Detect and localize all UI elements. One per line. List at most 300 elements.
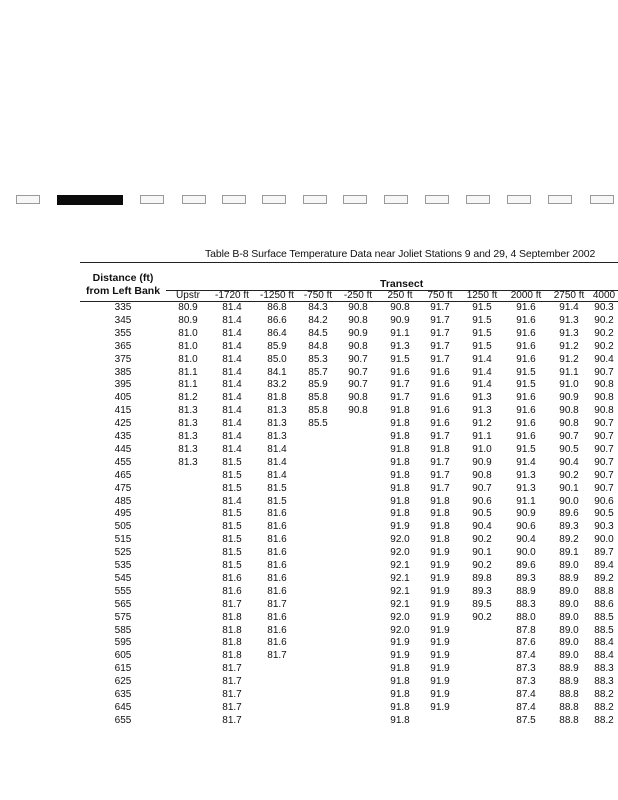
temperature-cell: 91.6 [430, 392, 450, 404]
temperature-cell: 90.0 [516, 547, 536, 559]
distance-cell: 505 [114, 521, 132, 533]
temperature-cell: 81.5 [222, 469, 242, 481]
temperature-cell: 90.3 [594, 521, 614, 533]
temperature-cell: 89.0 [559, 637, 579, 649]
distance-cell: 465 [114, 469, 132, 481]
temperature-cell: 81.4 [222, 327, 242, 339]
temperature-cell: 91.9 [430, 701, 450, 713]
temperature-cell: 81.5 [222, 547, 242, 559]
distance-cell: 445 [114, 443, 132, 455]
table-row [0, 379, 618, 391]
temperature-cell: 91.8 [390, 701, 410, 713]
temperature-cell: 91.6 [516, 392, 536, 404]
temperature-cell: 91.1 [472, 431, 492, 442]
distance-cell: 375 [114, 353, 132, 365]
table-row [0, 650, 618, 662]
temperature-cell: 84.8 [308, 340, 328, 352]
temperature-cell: 92.1 [390, 598, 410, 610]
table-row [0, 405, 618, 417]
column-header-minus-1720: -1720 ft [215, 290, 249, 301]
table-row [0, 637, 618, 649]
distance-cell: 645 [114, 701, 132, 713]
temperature-cell: 90.8 [390, 302, 410, 313]
temperature-cell: 91.2 [559, 353, 579, 365]
temperature-cell: 85.9 [267, 340, 287, 352]
temperature-cell: 84.1 [267, 366, 287, 378]
temperature-cell: 91.3 [472, 392, 492, 404]
tab-marker [425, 195, 449, 204]
temperature-cell: 88.8 [559, 701, 579, 713]
tab-marker-active [57, 195, 123, 205]
temperature-cell: 90.8 [594, 379, 614, 391]
temperature-cell: 85.5 [308, 418, 328, 430]
temperature-cell: 92.0 [390, 624, 410, 636]
temperature-cell: 81.7 [222, 676, 242, 688]
temperature-cell: 90.8 [348, 302, 368, 313]
temperature-cell: 81.3 [267, 405, 287, 417]
temperature-cell: 91.8 [390, 418, 410, 430]
temperature-cell: 89.5 [472, 598, 492, 610]
temperature-cell: 91.4 [472, 379, 492, 391]
temperature-cell: 88.8 [594, 585, 614, 597]
temperature-cell: 81.5 [222, 534, 242, 546]
temperature-cell: 90.8 [559, 418, 579, 430]
distance-cell: 555 [114, 585, 132, 597]
temperature-cell: 91.6 [516, 314, 536, 326]
table-row [0, 573, 618, 585]
temperature-cell: 91.8 [430, 495, 450, 507]
temperature-cell: 81.5 [222, 456, 242, 468]
temperature-cell: 91.1 [390, 327, 410, 339]
temperature-cell: 81.8 [222, 611, 242, 623]
temperature-cell: 91.8 [390, 431, 410, 442]
temperature-cell: 81.6 [267, 521, 287, 533]
distance-cell: 575 [114, 611, 132, 623]
tab-marker [16, 195, 40, 204]
temperature-cell: 88.9 [559, 663, 579, 675]
temperature-cell: 90.9 [472, 456, 492, 468]
temperature-cell: 91.8 [390, 405, 410, 417]
temperature-cell: 91.8 [390, 443, 410, 455]
temperature-cell: 91.2 [559, 340, 579, 352]
temperature-cell: 90.8 [472, 469, 492, 481]
temperature-cell: 91.8 [430, 443, 450, 455]
temperature-cell: 91.4 [472, 353, 492, 365]
temperature-cell: 90.2 [559, 469, 579, 481]
temperature-cell: 81.6 [267, 572, 287, 584]
temperature-cell: 91.8 [390, 714, 410, 726]
temperature-cell: 90.4 [559, 456, 579, 468]
temperature-cell: 91.9 [430, 560, 450, 571]
temperature-cell: 91.9 [430, 598, 450, 610]
temperature-cell: 91.7 [430, 482, 450, 494]
temperature-cell: 86.4 [267, 327, 287, 339]
table-row [0, 689, 618, 701]
temperature-cell: 90.0 [559, 495, 579, 507]
temperature-cell: 88.5 [594, 611, 614, 623]
temperature-cell: 91.3 [559, 314, 579, 326]
temperature-cell: 91.4 [472, 366, 492, 378]
table-row [0, 354, 618, 366]
temperature-cell: 81.4 [267, 469, 287, 481]
temperature-cell: 91.8 [390, 469, 410, 481]
distance-cell: 435 [114, 431, 132, 442]
temperature-cell: 91.7 [390, 392, 410, 404]
temperature-cell: 81.8 [267, 392, 287, 404]
temperature-cell: 91.5 [390, 353, 410, 365]
temperature-cell: 81.4 [222, 353, 242, 365]
temperature-cell: 91.6 [516, 302, 536, 313]
temperature-cell: 90.2 [472, 611, 492, 623]
distance-cell: 335 [114, 302, 132, 313]
temperature-cell: 90.7 [348, 353, 368, 365]
temperature-cell: 85.9 [308, 379, 328, 391]
table-row [0, 560, 618, 572]
temperature-cell: 91.9 [430, 637, 450, 649]
temperature-cell: 89.7 [594, 547, 614, 559]
temperature-cell: 85.8 [308, 405, 328, 417]
temperature-cell: 91.3 [472, 405, 492, 417]
temperature-cell: 81.8 [222, 624, 242, 636]
temperature-cell: 81.3 [178, 456, 198, 468]
temperature-cell: 90.7 [472, 482, 492, 494]
temperature-cell: 90.5 [594, 508, 614, 520]
temperature-cell: 90.8 [559, 405, 579, 417]
temperature-cell: 81.4 [222, 340, 242, 352]
temperature-cell: 87.6 [516, 637, 536, 649]
temperature-cell: 81.4 [222, 302, 242, 313]
distance-cell: 385 [114, 366, 132, 378]
temperature-cell: 88.5 [594, 624, 614, 636]
temperature-cell: 85.3 [308, 353, 328, 365]
temperature-cell: 88.4 [594, 637, 614, 649]
temperature-cell: 81.6 [267, 534, 287, 546]
temperature-cell: 91.3 [516, 469, 536, 481]
temperature-cell: 81.3 [178, 418, 198, 430]
distance-cell: 525 [114, 547, 132, 559]
temperature-cell: 81.6 [267, 637, 287, 649]
temperature-cell: 90.2 [594, 327, 614, 339]
distance-cell: 615 [114, 663, 132, 675]
temperature-cell: 91.6 [516, 418, 536, 430]
temperature-cell: 91.6 [430, 379, 450, 391]
temperature-cell: 89.3 [472, 585, 492, 597]
temperature-cell: 91.8 [390, 456, 410, 468]
table-row [0, 496, 618, 508]
table-row [0, 470, 618, 482]
temperature-cell: 91.6 [430, 405, 450, 417]
temperature-cell: 84.2 [308, 314, 328, 326]
temperature-cell: 89.6 [516, 560, 536, 571]
temperature-cell: 88.9 [559, 572, 579, 584]
temperature-cell: 81.5 [222, 560, 242, 571]
temperature-cell: 91.5 [516, 366, 536, 378]
temperature-cell: 91.8 [430, 521, 450, 533]
temperature-cell: 92.0 [390, 547, 410, 559]
temperature-cell: 81.4 [222, 418, 242, 430]
temperature-cell: 92.1 [390, 585, 410, 597]
temperature-cell: 85.0 [267, 353, 287, 365]
distance-cell: 425 [114, 418, 132, 430]
distance-cell: 495 [114, 508, 132, 520]
temperature-cell: 90.2 [594, 314, 614, 326]
temperature-cell: 90.7 [594, 482, 614, 494]
temperature-cell: 90.7 [594, 366, 614, 378]
temperature-cell: 81.5 [222, 482, 242, 494]
table-row [0, 341, 618, 353]
temperature-cell: 89.0 [559, 560, 579, 571]
temperature-cell: 90.7 [594, 469, 614, 481]
column-header-minus-750: -750 ft [303, 290, 333, 301]
temperature-cell: 90.2 [594, 340, 614, 352]
temperature-cell: 88.2 [594, 689, 614, 700]
temperature-cell: 87.3 [516, 663, 536, 675]
temperature-cell: 89.2 [559, 534, 579, 546]
temperature-cell: 81.4 [222, 495, 242, 507]
temperature-cell: 88.0 [516, 611, 536, 623]
temperature-cell: 89.4 [594, 560, 614, 571]
temperature-cell: 90.4 [472, 521, 492, 533]
temperature-cell: 90.2 [472, 534, 492, 546]
distance-cell: 605 [114, 650, 132, 662]
temperature-cell: 86.8 [267, 302, 287, 313]
temperature-cell: 81.7 [222, 689, 242, 700]
temperature-cell: 91.7 [430, 431, 450, 442]
temperature-cell: 81.4 [222, 392, 242, 404]
temperature-cell: 81.3 [178, 443, 198, 455]
temperature-cell: 91.5 [516, 379, 536, 391]
temperature-cell: 91.4 [516, 456, 536, 468]
temperature-cell: 81.6 [267, 547, 287, 559]
temperature-cell: 91.7 [430, 469, 450, 481]
temperature-cell: 90.7 [594, 431, 614, 442]
temperature-cell: 89.0 [559, 650, 579, 662]
temperature-cell: 81.5 [222, 508, 242, 520]
distance-cell: 625 [114, 676, 132, 688]
column-header-2000: 2000 ft [510, 290, 542, 301]
temperature-cell: 92.1 [390, 572, 410, 584]
temperature-cell: 90.6 [594, 495, 614, 507]
temperature-cell: 91.6 [516, 405, 536, 417]
temperature-cell: 90.8 [348, 314, 368, 326]
table-row [0, 302, 618, 314]
temperature-cell: 81.8 [222, 650, 242, 662]
temperature-cell: 91.0 [559, 379, 579, 391]
distance-cell: 535 [114, 560, 132, 571]
temperature-cell: 81.3 [267, 431, 287, 442]
temperature-cell: 91.7 [430, 340, 450, 352]
temperature-cell: 90.9 [348, 327, 368, 339]
temperature-cell: 89.2 [594, 572, 614, 584]
temperature-cell: 91.9 [430, 650, 450, 662]
temperature-cell: 91.8 [390, 663, 410, 675]
temperature-cell: 91.9 [430, 572, 450, 584]
column-header-4000: 4000 [592, 290, 616, 301]
temperature-cell: 91.5 [516, 443, 536, 455]
temperature-cell: 81.5 [267, 495, 287, 507]
temperature-cell: 91.6 [516, 340, 536, 352]
temperature-cell: 91.4 [559, 302, 579, 313]
tab-marker [548, 195, 572, 204]
column-header-250: 250 ft [387, 290, 413, 301]
distance-cell: 565 [114, 598, 132, 610]
temperature-cell: 90.7 [594, 418, 614, 430]
temperature-cell: 91.7 [430, 302, 450, 313]
temperature-cell: 90.6 [516, 521, 536, 533]
temperature-cell: 90.8 [348, 405, 368, 417]
table-row [0, 715, 618, 727]
table-row [0, 508, 618, 520]
table-row [0, 676, 618, 688]
tab-marker [182, 195, 206, 204]
temperature-cell: 87.4 [516, 650, 536, 662]
temperature-cell: 91.5 [472, 314, 492, 326]
table-row [0, 625, 618, 637]
temperature-cell: 90.1 [559, 482, 579, 494]
temperature-cell: 91.6 [516, 431, 536, 442]
temperature-cell: 81.6 [267, 560, 287, 571]
temperature-cell: 91.8 [390, 689, 410, 700]
temperature-cell: 91.8 [390, 676, 410, 688]
temperature-cell: 90.6 [472, 495, 492, 507]
distance-header-line1: Distance (ft) [92, 272, 154, 284]
temperature-cell: 90.5 [559, 443, 579, 455]
temperature-cell: 90.8 [348, 340, 368, 352]
tab-strip [0, 193, 618, 207]
column-header-minus-250: -250 ft [343, 290, 373, 301]
temperature-cell: 81.1 [178, 366, 198, 378]
distance-cell: 585 [114, 624, 132, 636]
temperature-cell: 90.9 [516, 508, 536, 520]
temperature-cell: 90.7 [594, 456, 614, 468]
temperature-cell: 90.4 [594, 353, 614, 365]
temperature-cell: 81.6 [267, 624, 287, 636]
temperature-cell: 81.6 [267, 585, 287, 597]
temperature-cell: 89.0 [559, 598, 579, 610]
temperature-cell: 91.3 [516, 482, 536, 494]
temperature-cell: 85.7 [308, 366, 328, 378]
distance-cell: 415 [114, 405, 132, 417]
distance-cell: 485 [114, 495, 132, 507]
temperature-cell: 91.9 [430, 676, 450, 688]
temperature-cell: 91.6 [430, 418, 450, 430]
distance-header-line2: from Left Bank [85, 285, 161, 297]
temperature-cell: 88.3 [594, 676, 614, 688]
distance-cell: 545 [114, 572, 132, 584]
temperature-cell: 90.9 [390, 314, 410, 326]
temperature-cell: 81.4 [222, 314, 242, 326]
table-row [0, 367, 618, 379]
temperature-cell: 91.8 [430, 508, 450, 520]
temperature-cell: 86.6 [267, 314, 287, 326]
temperature-cell: 90.1 [472, 547, 492, 559]
temperature-cell: 81.4 [222, 443, 242, 455]
temperature-cell: 81.7 [267, 598, 287, 610]
table-row [0, 599, 618, 611]
tab-marker [303, 195, 327, 204]
distance-cell: 455 [114, 456, 132, 468]
temperature-cell: 91.9 [390, 637, 410, 649]
temperature-cell: 81.0 [178, 327, 198, 339]
temperature-cell: 91.8 [390, 508, 410, 520]
temperature-cell: 88.9 [559, 676, 579, 688]
temperature-cell: 90.4 [516, 534, 536, 546]
temperature-cell: 91.2 [472, 418, 492, 430]
temperature-cell: 90.5 [472, 508, 492, 520]
temperature-cell: 91.5 [472, 340, 492, 352]
temperature-cell: 90.7 [348, 366, 368, 378]
column-header-1250: 1250 ft [466, 290, 498, 301]
temperature-cell: 90.7 [559, 431, 579, 442]
temperature-cell: 89.3 [516, 572, 536, 584]
temperature-cell: 91.1 [559, 366, 579, 378]
temperature-cell: 81.7 [222, 701, 242, 713]
table-row [0, 392, 618, 404]
distance-cell: 405 [114, 392, 132, 404]
distance-cell: 345 [114, 314, 132, 326]
temperature-cell: 88.8 [559, 714, 579, 726]
temperature-cell: 80.9 [178, 302, 198, 313]
distance-cell: 365 [114, 340, 132, 352]
temperature-cell: 90.8 [594, 405, 614, 417]
temperature-cell: 91.6 [516, 327, 536, 339]
temperature-cell: 91.9 [390, 650, 410, 662]
temperature-cell: 85.8 [308, 392, 328, 404]
temperature-cell: 91.0 [472, 443, 492, 455]
temperature-cell: 90.8 [594, 392, 614, 404]
distance-cell: 515 [114, 534, 132, 546]
table-title: Table B-8 Surface Temperature Data near Joliet Stations 9 and 29, 4 September 2002 [205, 248, 596, 260]
tab-marker [140, 195, 164, 204]
temperature-cell: 81.8 [222, 637, 242, 649]
temperature-cell: 91.8 [430, 534, 450, 546]
temperature-cell: 91.9 [430, 585, 450, 597]
temperature-cell: 91.8 [390, 495, 410, 507]
tab-marker [343, 195, 367, 204]
temperature-cell: 81.6 [267, 611, 287, 623]
temperature-cell: 92.0 [390, 611, 410, 623]
tab-marker [222, 195, 246, 204]
tab-marker [262, 195, 286, 204]
temperature-cell: 87.3 [516, 676, 536, 688]
table-row [0, 612, 618, 624]
column-header-2750: 2750 ft [553, 290, 585, 301]
table-row [0, 521, 618, 533]
temperature-cell: 89.6 [559, 508, 579, 520]
temperature-cell: 88.8 [559, 689, 579, 700]
temperature-cell: 91.7 [430, 314, 450, 326]
temperature-cell: 81.0 [178, 353, 198, 365]
temperature-cell: 81.4 [222, 379, 242, 391]
temperature-cell: 84.3 [308, 302, 328, 313]
temperature-cell: 90.7 [594, 443, 614, 455]
temperature-cell: 90.2 [472, 560, 492, 571]
temperature-cell: 88.2 [594, 714, 614, 726]
temperature-cell: 81.7 [267, 650, 287, 662]
distance-cell: 355 [114, 327, 132, 339]
temperature-cell: 91.3 [559, 327, 579, 339]
temperature-cell: 81.5 [267, 482, 287, 494]
table-row [0, 457, 618, 469]
table-row [0, 483, 618, 495]
column-header-minus-1250: -1250 ft [260, 290, 294, 301]
distance-cell: 475 [114, 482, 132, 494]
temperature-cell: 91.6 [516, 353, 536, 365]
temperature-cell: 90.0 [594, 534, 614, 546]
table-row [0, 547, 618, 559]
temperature-cell: 83.2 [267, 379, 287, 391]
temperature-cell: 88.3 [594, 663, 614, 675]
